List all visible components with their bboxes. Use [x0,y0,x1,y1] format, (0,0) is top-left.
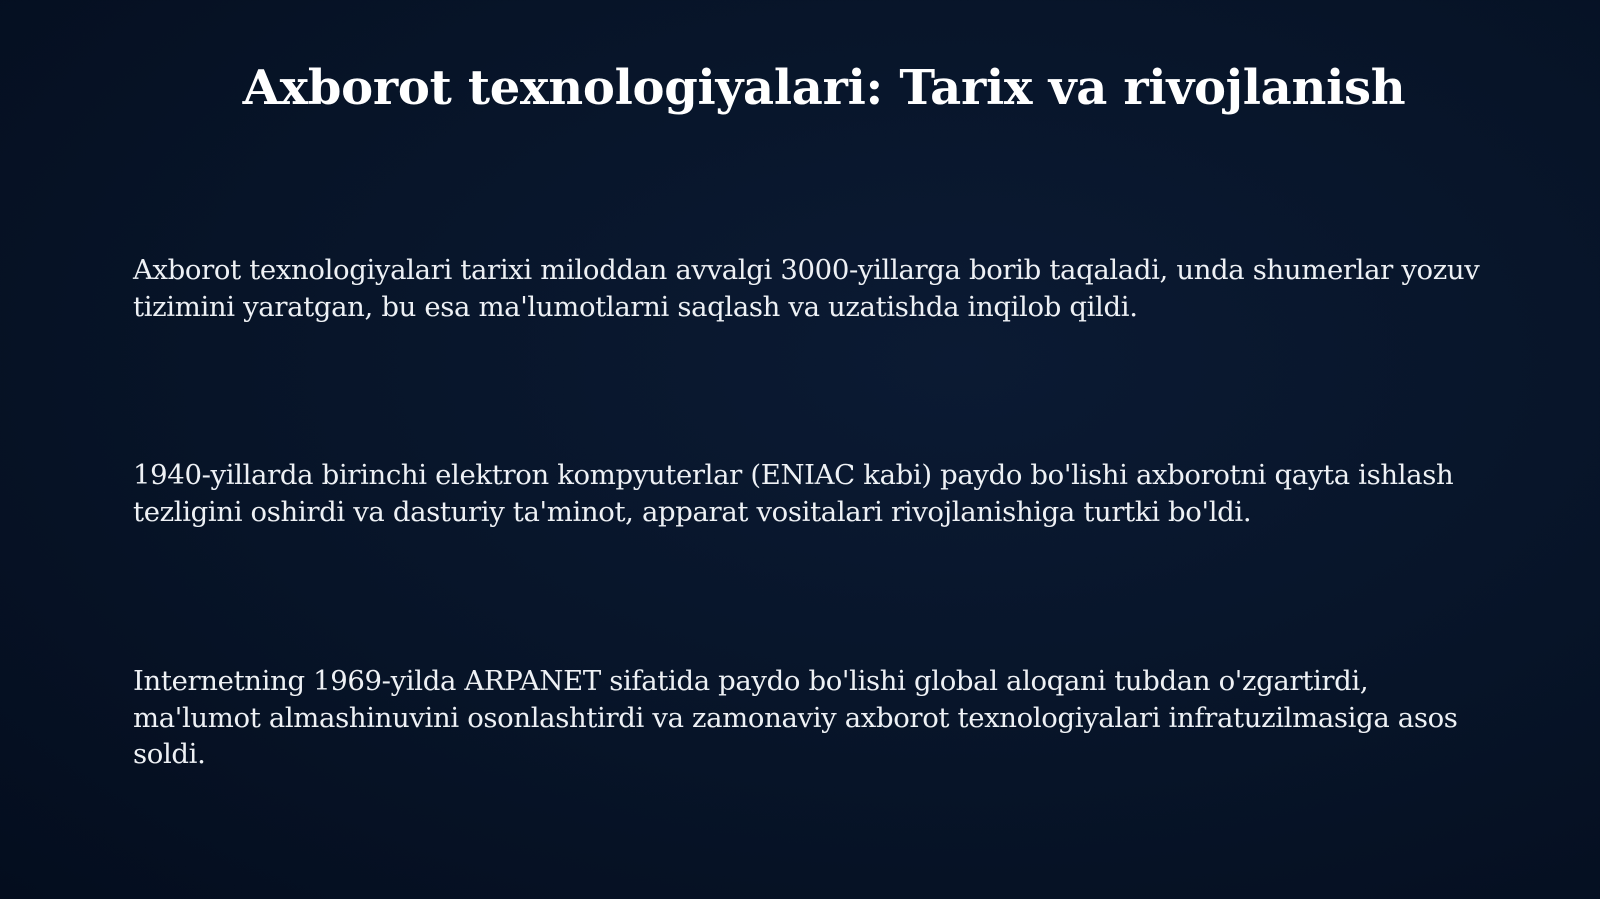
paragraph-sumerian-writing: Axborot texnologiyalari tarixi miloddan avvalgi 3000-yillarga borib taqaladi, unda shumerlar yozuv tizimini yaratgan, bu esa ma'lumotlarni saqlash va uzatishda inqilob qildi. [133,254,1480,323]
paragraph-internet-arpanet: Internetning 1969-yilda ARPANET sifatida paydo bo'lishi global aloqani tubdan o'zgartirdi, ma'lumot almashinuvini osonlashtirdi va zamonaviy axborot texnologiyalari infratuzilmasiga asos soldi. [133,665,1458,770]
paragraph-electronic-computers: 1940-yillarda birinchi elektron kompyuterlar (ENIAC kabi) paydo bo'lishi axborotni qayta ishlash tezligini oshirdi va dasturiy ta'minot, apparat vositalari rivojlanishiga turtki bo'ldi. [133,459,1454,528]
slide-title: Axborot texnologiyalari: Tarix va rivojlanish [242,60,1406,116]
